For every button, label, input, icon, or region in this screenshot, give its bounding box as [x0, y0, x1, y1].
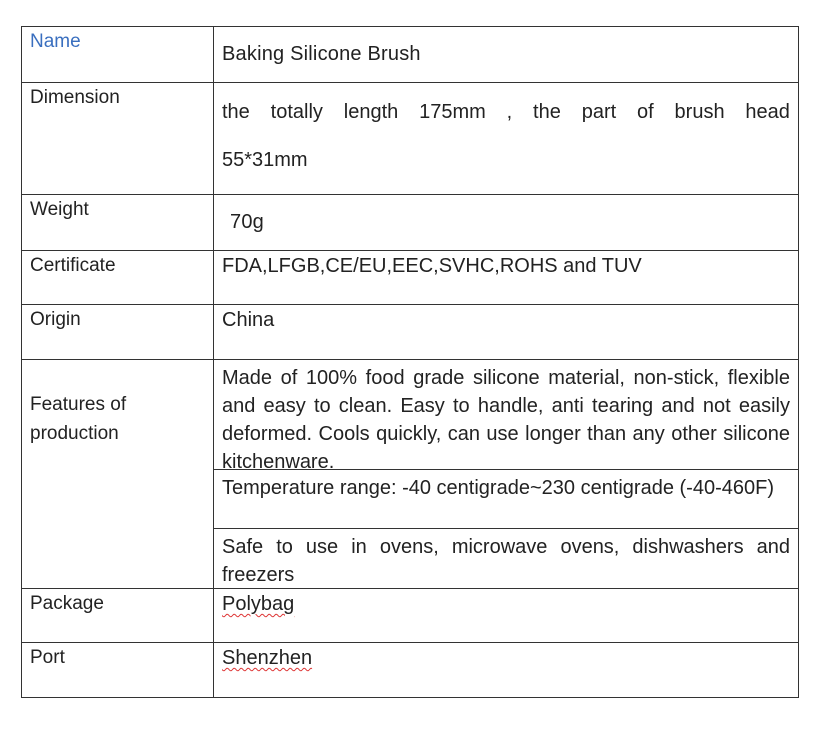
weight-label: Weight [22, 195, 214, 251]
name-value-cell [214, 27, 799, 83]
feature-item: Safe to use in ovens, microwave ovens, dishwashers and freezers [222, 536, 790, 586]
package-value-cell [214, 589, 799, 643]
certificate-value: FDA,LFGB,CE/EU,EEC,SVHC,ROHS and TUV [214, 251, 799, 305]
dim-word: the [222, 101, 250, 123]
dim-word: brush [674, 101, 725, 123]
feature-item: Made of 100% food grade silicone material, non-stick, flexible and easy to clean. Easy to handle, anti tearing and not easily deformed. Cools quickly, can use longer than any other silicone kitchenware. [214, 360, 798, 470]
dim-word: , [506, 101, 513, 123]
row-name [22, 27, 799, 83]
feature-item: Temperature range: -40 centigrade~230 centigrade (-40-460F) [214, 470, 798, 529]
row-dimension [22, 83, 799, 195]
dim-word: 175mm [419, 101, 486, 123]
origin-label: Origin [22, 305, 214, 360]
features-label-line2: production [30, 423, 119, 444]
row-origin [22, 305, 799, 360]
row-port [22, 643, 799, 698]
dim-word: part [581, 101, 617, 123]
features-label-cell [22, 360, 214, 589]
row-certificate [22, 251, 799, 305]
dim-word: of [637, 101, 654, 123]
certificate-label: Certificate [22, 251, 214, 305]
row-weight [22, 195, 799, 251]
row-features [22, 360, 799, 589]
port-value: Shenzhen [222, 647, 313, 669]
port-value-cell [214, 643, 799, 698]
dim-word: length [343, 101, 399, 123]
origin-value: China [214, 305, 799, 360]
name-label: Name [22, 27, 214, 83]
weight-value: 70g [230, 211, 264, 233]
dimension-value-line2: 55*31mm [222, 149, 308, 171]
name-value: Baking Silicone Brush [222, 43, 421, 65]
port-label: Port [22, 643, 214, 698]
features-label-line1: Features of [30, 394, 127, 415]
dim-word: totally [270, 101, 323, 123]
weight-value-cell [214, 195, 799, 251]
row-package [22, 589, 799, 643]
spec-table [21, 26, 799, 698]
dimension-value-line1 [222, 87, 790, 124]
package-value: Polybag [222, 593, 295, 615]
features-value-cell [214, 360, 799, 589]
dim-word: head [745, 101, 790, 123]
package-label: Package [22, 589, 214, 643]
dim-word: the [533, 101, 561, 123]
dimension-label: Dimension [22, 83, 214, 195]
dimension-value-cell [214, 83, 799, 195]
